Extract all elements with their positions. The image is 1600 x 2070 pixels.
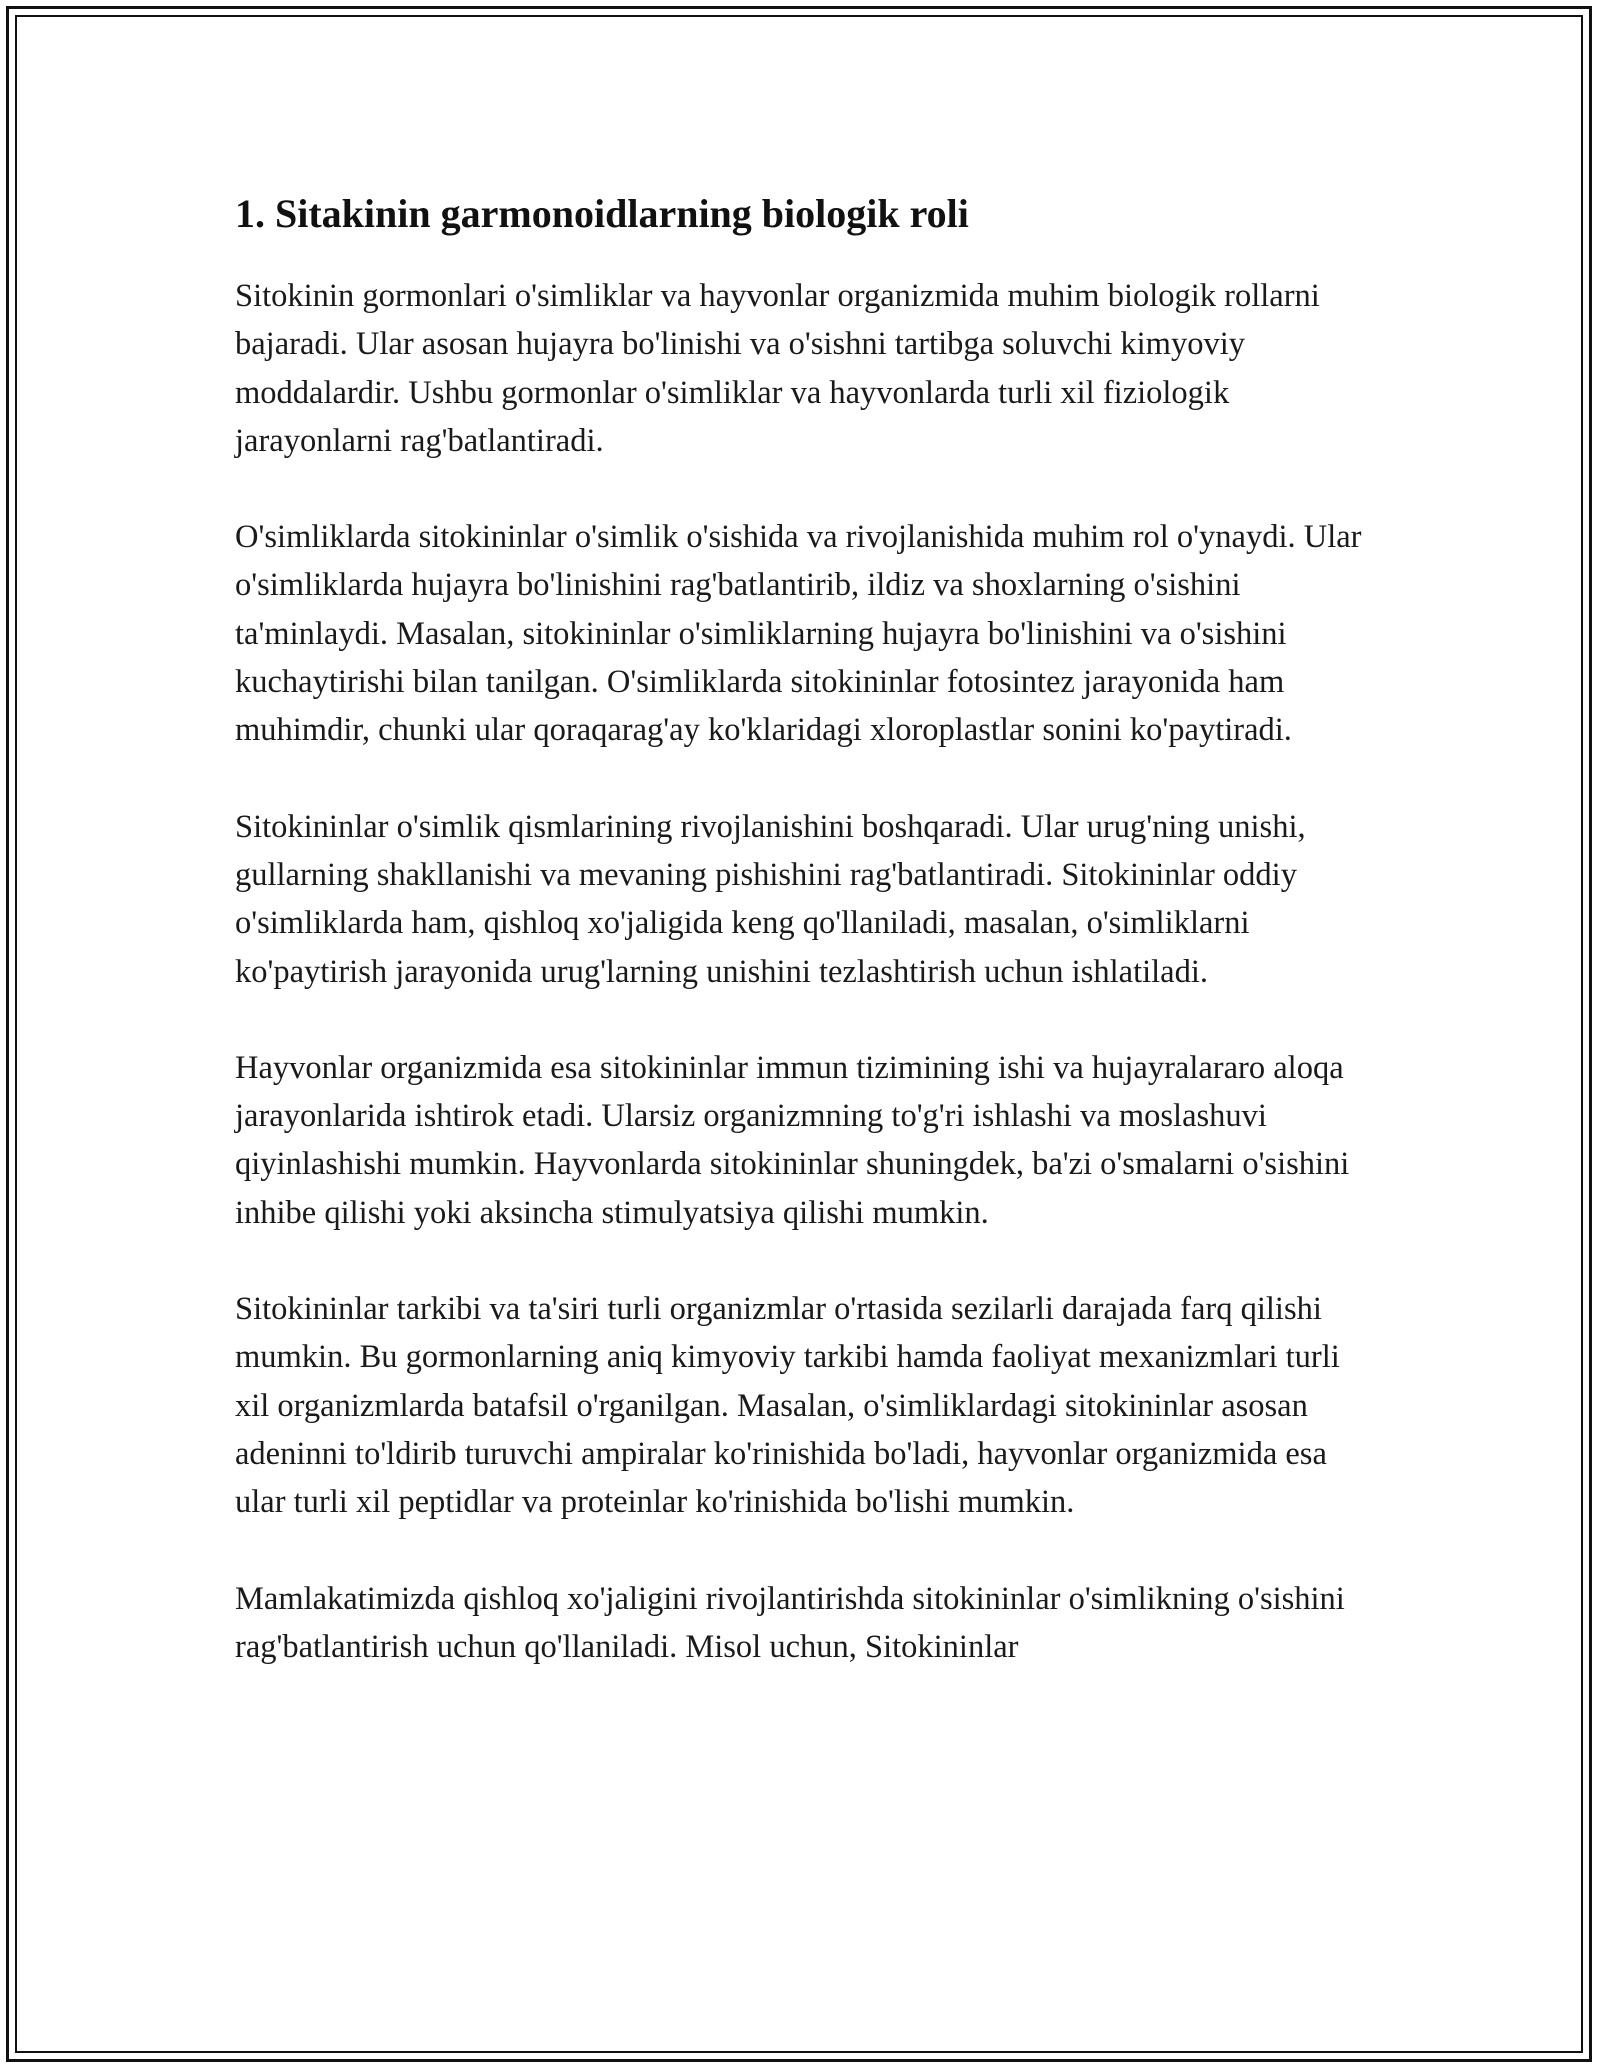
paragraph-animals: Hayvonlar organizmida esa sitokininlar immun tizimining ishi va hujayralararo aloqa jarayonlarida ishtirok etadi. Ularsiz organizmning to'g'ri ishlashi va moslashuvi qiyinlashishi mumkin. Hayvonlarda sitokininlar shuningdek, ba'zi o'smalarni o'sishini inhibe qilishi yoki aksincha stimulyatsiya qilishi mumkin. bbox=[235, 1049, 1350, 1231]
paragraph-plant-development: Sitokininlar o'simlik qismlarining rivojlanishini boshqaradi. Ular urug'ning unishi, gullarning shakllanishi va mevaning pishishini rag'batlantiradi. Sitokininlar oddiy o'simliklarda ham, qishloq xo'jaligida keng qo'llaniladi, masalan, o'simliklarni ko'paytirish jarayonida urug'larning unishini tezlashtirish uchun ishlatiladi. bbox=[235, 808, 1306, 990]
paragraph-composition: Sitokininlar tarkibi va ta'siri turli organizmlar o'rtasida sezilarli darajada farq qilishi mumkin. Bu gormonlarning aniq kimyoviy tarkibi hamda faoliyat mexanizmlari turli xil organizmlarda batafsil o'rganilgan. Masalan, o'simliklardagi sitokininlar asosan adeninni to'ldirib turuvchi ampiralar ko'rinishida bo'ladi, hayvonlar organizmida esa ular turli xil peptidlar va proteinlar ko'rinishida bo'lishi mumkin. bbox=[235, 1291, 1340, 1521]
paragraph-agriculture: Mamlakatimizda qishloq xo'jaligini rivojlantirishda sitokininlar o'simlikning o'sishini rag'batlantirish uchun qo'llaniladi. Misol uchun, Sitokininlar bbox=[235, 1580, 1345, 1665]
paragraph-intro: Sitokinin gormonlari o'simliklar va hayvonlar organizmida muhim biologik rollarni bajaradi. Ular asosan hujayra bo'linishi va o'sishni tartibga soluvchi kimyoviy moddalardir. Ushbu gormonlar o'simliklar va hayvonlarda turli xil fiziologik jarayonlarni rag'batlantiradi. bbox=[235, 278, 1320, 459]
document-body bbox=[235, 186, 1375, 1671]
paragraph-plants: O'simliklarda sitokininlar o'simlik o'sishida va rivojlanishida muhim rol o'ynaydi. Ular o'simliklarda hujayra bo'linishini rag'batlantirib, ildiz va shoxlarning o'sishini ta'minlaydi. Masalan, sitokininlar o'simliklarning hujayra bo'linishini va o'sishini kuchaytirishi bilan tanilgan. O'simliklarda sitokininlar fotosintez jarayonida ham muhimdir, chunki ular qoraqarag'ay ko'klaridagi xloroplastlar sonini ko'paytiradi. bbox=[235, 519, 1362, 749]
document-title: 1. Sitakinin garmonoidlarning biologik roli bbox=[235, 191, 969, 236]
